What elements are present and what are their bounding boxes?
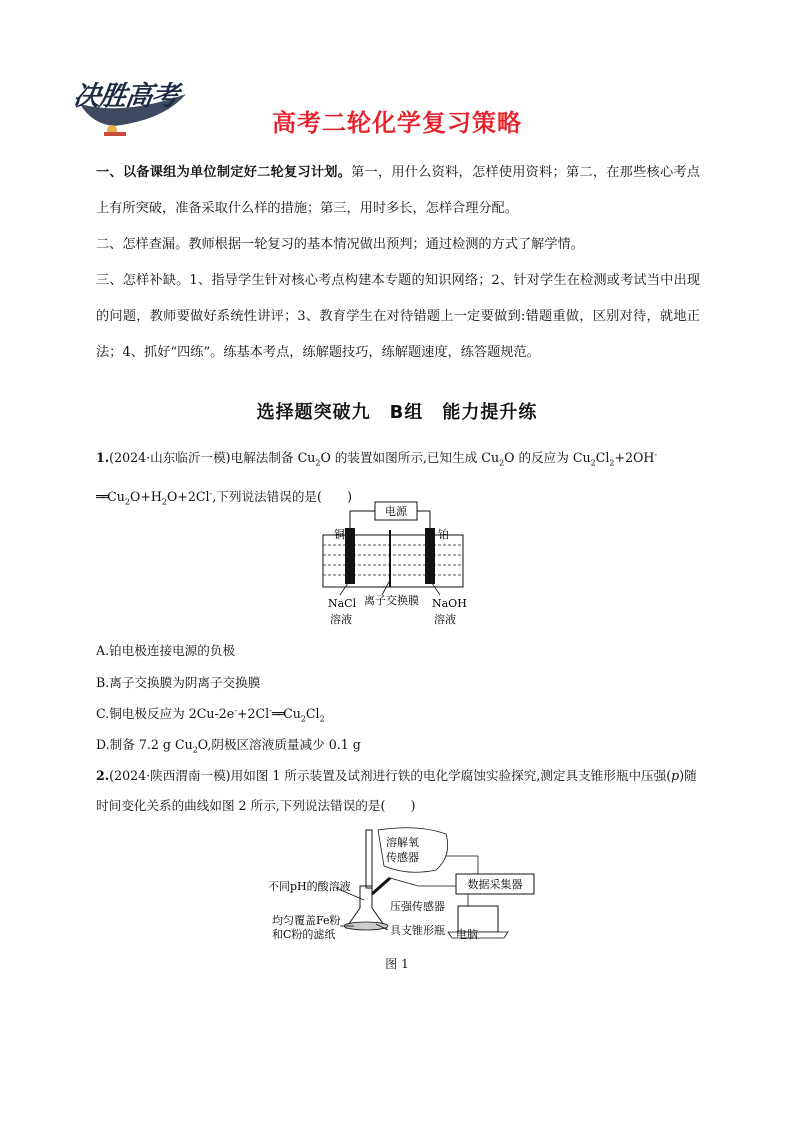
figure-1-caption: 图 1	[385, 957, 409, 971]
svg-text:不同pH的酸溶液: 不同pH的酸溶液	[268, 880, 351, 893]
strategy-paragraph-2	[96, 227, 700, 263]
svg-text:和C粉的滤纸: 和C粉的滤纸	[272, 928, 336, 941]
corrosion-apparatus-diagram	[268, 826, 548, 946]
power-label: 电源	[385, 505, 407, 518]
svg-text:NaOH: NaOH	[432, 597, 467, 610]
svg-text:电脑: 电脑	[456, 928, 478, 941]
p3-lead: 三、怎样补缺。	[96, 273, 190, 288]
q1-option-d: D.制备 7.2 g $Cu_2O$,阴极区溶液质量减少 0.1 g	[96, 737, 361, 755]
p1-lead: 一、以备课组为单位制定好二轮复习计划。	[96, 165, 352, 180]
q1-option-a: A.铂电极连接电源的负极	[96, 643, 236, 658]
q2-number: 2	[96, 768, 105, 783]
q1-option-c: C.铜电极反应为 $2Cu-2e^-+2Cl^-══Cu_2Cl_2$	[96, 705, 325, 724]
p3-body: 1、指导学生针对核心考点构建本专题的知识网络；2、针对学生在检测或考试当中出现的问题，教师要做好系统性讲评；3、教育学生在对待错题上一定要做到:错题重做，区别对待，就地正法；4、抓好“四练”。练基本考点，练解题技巧，练解题速度，练答题规范。	[96, 273, 700, 360]
pressure-sensor	[372, 878, 390, 894]
section-title: 选择题突破九 B组 能力提升练	[256, 402, 538, 423]
svg-text:溶液: 溶液	[434, 613, 456, 626]
strategy-paragraph-1	[96, 155, 700, 227]
platinum-electrode	[425, 528, 435, 584]
svg-text:压强传感器: 压强传感器	[390, 900, 445, 913]
question-2-stem: 2.(2024·陕西渭南一模)用如图 1 所示装置及试剂进行铁的电化学腐蚀实验探究,测定具支锥形瓶中压强(p)随时间变化关系的曲线如图 2 所示,下列说法错误的是( )	[96, 768, 697, 813]
svg-text:铜: 铜	[334, 528, 345, 541]
q1-option-b: B.离子交换膜为阴离子交换膜	[96, 675, 261, 690]
svg-text:离子交换膜: 离子交换膜	[364, 594, 419, 607]
svg-text:传感器: 传感器	[386, 851, 419, 864]
electrolytic-cell	[323, 535, 463, 587]
page-title: 高考二轮化学复习策略	[272, 109, 522, 137]
svg-text:NaCl: NaCl	[328, 597, 357, 610]
p2-body: 教师根据一轮复习的基本情况做出预判；通过检测的方式了解学情。	[188, 237, 584, 252]
question-1-stem: 1.(2024·山东临沂一模)电解法制备 $Cu_2O$ 的装置如图所示,已知生成 $Cu_2O$ 的反应为 $Cu_2Cl_2+2OH^-$ $══Cu_2O+H_2O+2Cl^-$,下列说法错误的是( )	[96, 450, 658, 507]
p2-lead: 二、怎样查漏。	[96, 237, 189, 252]
svg-text:具支锥形瓶: 具支锥形瓶	[390, 924, 445, 937]
strategy-paragraph-3	[96, 263, 700, 371]
svg-text:铂: 铂	[438, 528, 449, 541]
copper-electrode	[345, 528, 355, 584]
oxygen-sensor-probe	[366, 830, 372, 888]
svg-text:溶解氧: 溶解氧	[386, 836, 419, 849]
svg-text:均匀覆盖Fe粉: 均匀覆盖Fe粉	[272, 914, 341, 927]
logo-text: 决胜高考	[71, 81, 180, 112]
svg-text:数据采集器: 数据采集器	[467, 878, 523, 891]
q1-number: 1	[96, 450, 105, 466]
electrolysis-diagram	[320, 500, 480, 630]
svg-text:溶液: 溶液	[330, 613, 352, 626]
p1-body: 第一，用什么资料，怎样使用资料；第二，在那些核心考点上有所突破，准备采取什么样的措施；第三，用时多长，怎样合理分配。	[96, 165, 700, 216]
